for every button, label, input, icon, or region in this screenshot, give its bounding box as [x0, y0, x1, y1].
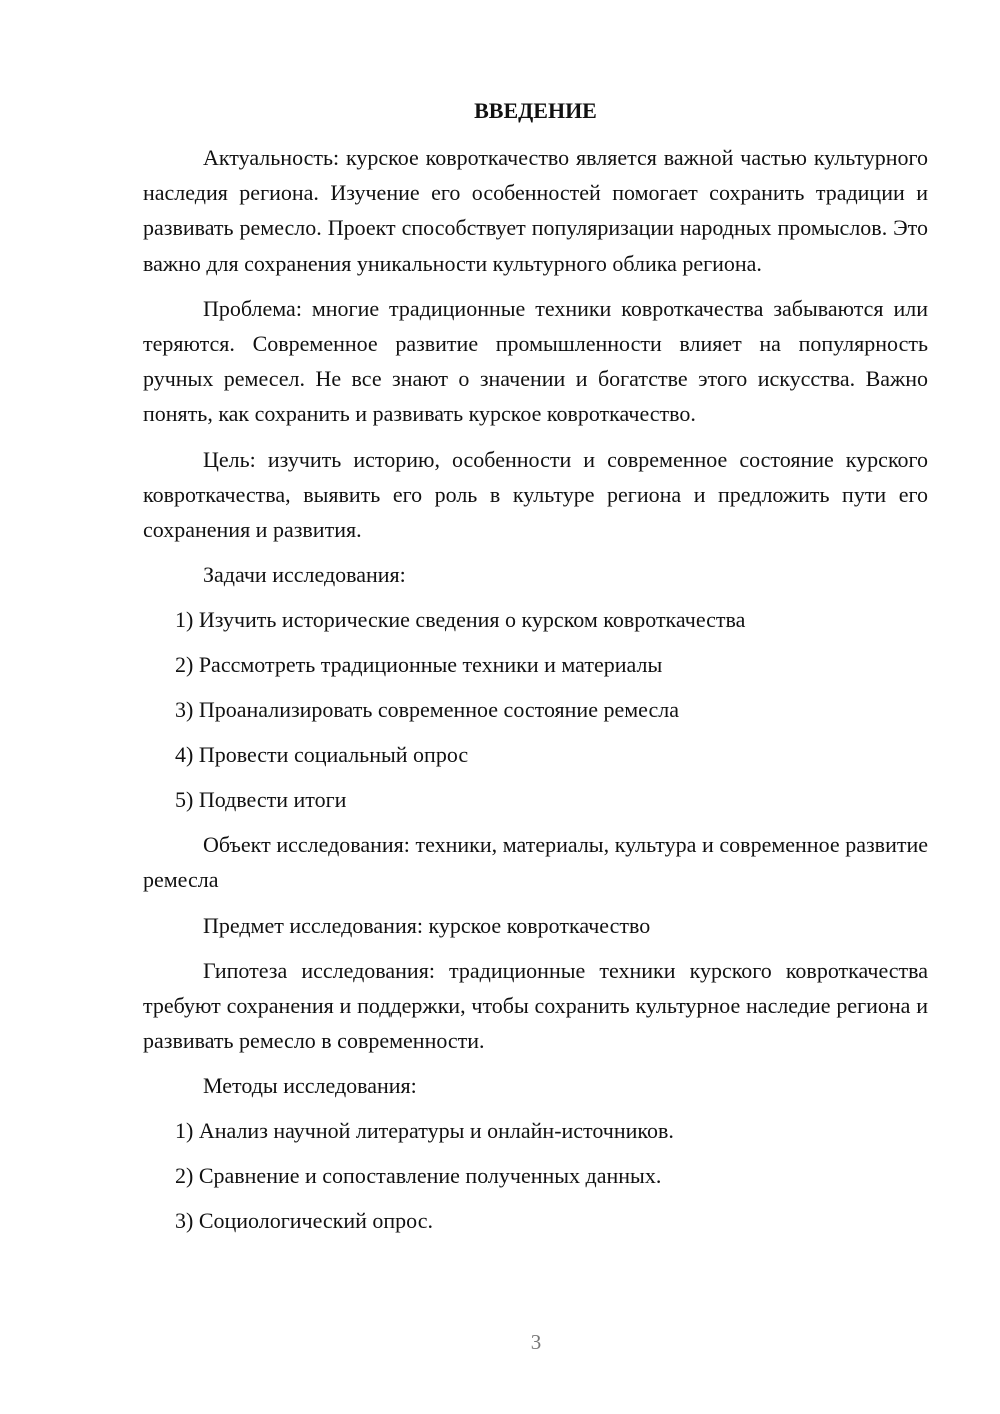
list-item: 2) Рассмотреть традиционные техники и материалы: [175, 652, 663, 678]
actuality-paragraph: Актуальность: курское ковроткачество является важной частью культурного наследия региона. Изучение его особенностей помогает сохранить традиции и развивать ремесло. Проект способствует популяризации народных промыслов. Это важно для сохранения уникальности культурного облика региона.: [143, 145, 928, 276]
subject-paragraph: Предмет исследования: курское ковроткачество: [203, 912, 651, 938]
problem-paragraph: Проблема: многие традиционные техники ковроткачества забываются или теряются. Современное развитие промышленности влияет на популярность ручных ремесел. Не все знают о значении и богатстве этого искусства. Важно понять, как сохранить и развивать курское ковроткачество.: [143, 295, 928, 427]
tasks-list: [143, 602, 928, 817]
methods-list: [143, 1113, 928, 1238]
list-item: 2) Сравнение и сопоставление полученных данных.: [175, 1163, 662, 1189]
list-item: 3) Проанализировать современное состояние ремесла: [175, 697, 679, 723]
methods-heading: Методы исследования:: [203, 1073, 417, 1099]
list-item: 3) Социологический опрос.: [175, 1208, 433, 1234]
section-title: ВВЕДЕНИЕ: [474, 98, 597, 123]
list-item: 4) Провести социальный опрос: [175, 742, 469, 768]
object-paragraph: Объект исследования: техники, материалы, культура и современное развитие ремесла: [143, 832, 928, 893]
tasks-heading: Задачи исследования:: [203, 562, 406, 588]
document-page: [143, 94, 928, 1248]
page-number: 3: [530, 1330, 542, 1354]
list-item: 5) Подвести итоги: [175, 787, 347, 813]
goal-paragraph: Цель: изучить историю, особенности и современное состояние курского ковроткачества, выявить его роль в культуре региона и предложить пути его сохранения и развития.: [143, 446, 928, 543]
list-item: 1) Изучить исторические сведения о курском ковроткачества: [175, 607, 746, 633]
list-item: 1) Анализ научной литературы и онлайн-источников.: [175, 1118, 674, 1144]
hypothesis-paragraph: Гипотеза исследования: традиционные техники курского ковроткачества требуют сохранения и поддержки, чтобы сохранить культурное наследие региона и развивать ремесло в современности.: [143, 957, 928, 1054]
